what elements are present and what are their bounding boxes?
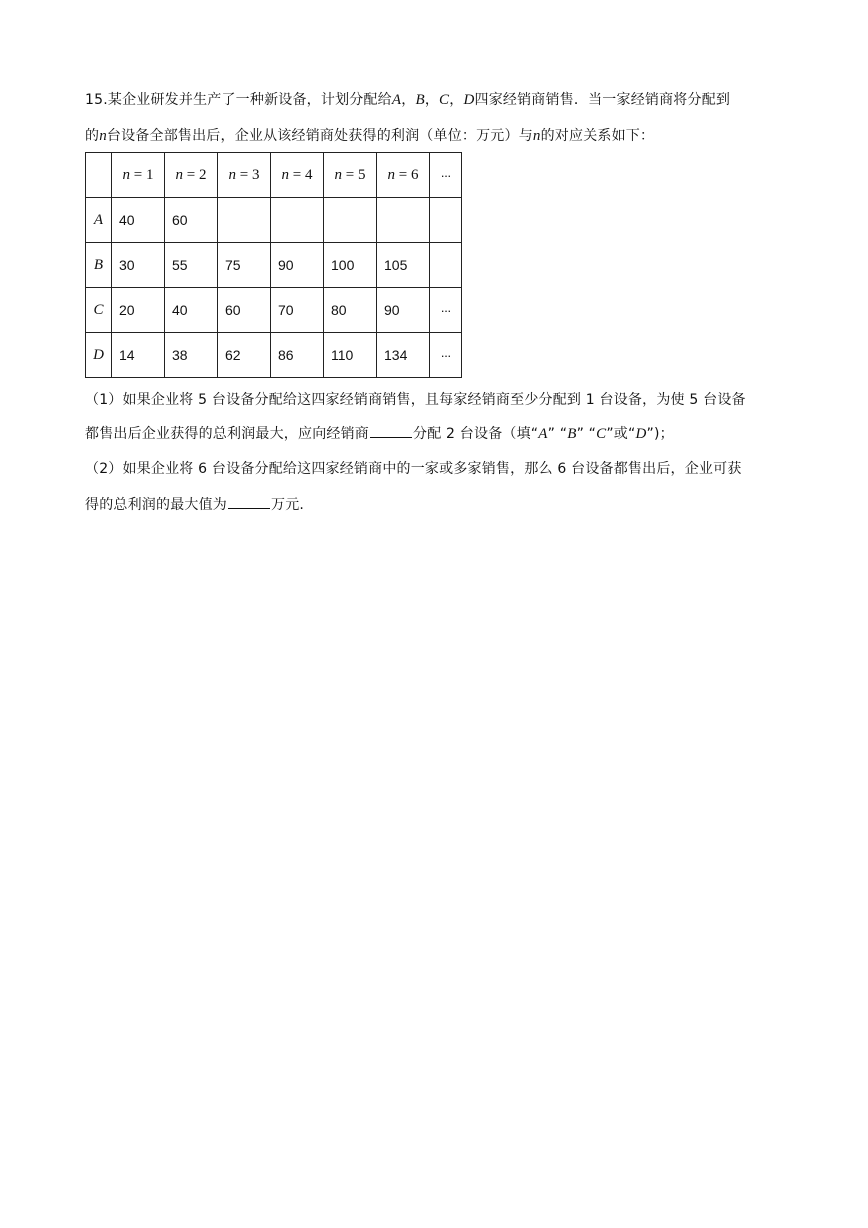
part1-text: 都售出后企业获得的总利润最大，应向经销商 xyxy=(85,426,369,442)
row-label: D xyxy=(86,333,112,378)
question-text: 的 xyxy=(85,128,100,144)
column-header: n = 4 xyxy=(271,153,324,198)
table-cell xyxy=(218,198,271,243)
var-a: A xyxy=(391,92,402,108)
quote-separator: ” “ xyxy=(576,426,597,442)
table-cell xyxy=(377,198,430,243)
question-line-1 xyxy=(85,90,730,110)
table-cell: 38 xyxy=(165,333,218,378)
table-row xyxy=(86,288,462,333)
table-cell: 90 xyxy=(377,288,430,333)
answer-blank-1[interactable] xyxy=(370,423,412,438)
column-header: n = 3 xyxy=(218,153,271,198)
table-cell: 60 xyxy=(165,198,218,243)
table-cell xyxy=(271,198,324,243)
table-cell: 90 xyxy=(271,243,324,288)
option-b: B xyxy=(567,426,577,442)
question-line-2 xyxy=(85,126,654,146)
part2-text: 得的总利润的最大值为 xyxy=(85,497,227,513)
part2-line-2 xyxy=(85,494,304,515)
table-cell: 86 xyxy=(271,333,324,378)
table-cell: 62 xyxy=(218,333,271,378)
part1-text: 分配 2 台设备（填“ xyxy=(413,426,539,442)
part1-line-2 xyxy=(85,423,674,444)
table-cell: 14 xyxy=(112,333,165,378)
answer-blank-2[interactable] xyxy=(228,494,270,509)
table-row xyxy=(86,198,462,243)
table-cell-ellipsis xyxy=(430,243,462,288)
table-cell-ellipsis xyxy=(430,198,462,243)
table-row xyxy=(86,243,462,288)
column-header: n = 6 xyxy=(377,153,430,198)
row-label: C xyxy=(86,288,112,333)
column-header-ellipsis: ··· xyxy=(430,153,462,198)
table-cell: 80 xyxy=(324,288,377,333)
table-header-row xyxy=(86,153,462,198)
part2-text: 万元. xyxy=(271,497,305,513)
separator: ， xyxy=(401,92,416,108)
row-label: B xyxy=(86,243,112,288)
question-text: 的对应关系如下： xyxy=(540,128,655,144)
column-header: n = 5 xyxy=(324,153,377,198)
var-d: D xyxy=(463,92,475,108)
option-c: C xyxy=(596,426,607,442)
table-cell: 100 xyxy=(324,243,377,288)
column-header: n = 2 xyxy=(165,153,218,198)
quote-separator: ” “ xyxy=(547,426,568,442)
option-a: A xyxy=(538,426,548,442)
table-corner-cell xyxy=(86,153,112,198)
table-cell: 30 xyxy=(112,243,165,288)
table-cell: 40 xyxy=(165,288,218,333)
part1-text: ”)； xyxy=(646,426,674,442)
profit-table xyxy=(85,152,462,378)
question-text: 台设备全部售出后，企业从该经销商处获得的利润（单位：万元）与 xyxy=(106,128,533,144)
column-header: n = 1 xyxy=(112,153,165,198)
part1-line-1 xyxy=(85,390,746,410)
table-cell: 75 xyxy=(218,243,271,288)
quote-separator: ”或“ xyxy=(606,426,636,442)
question-text: 四家经销商销售．当一家经销商将分配到 xyxy=(474,92,731,108)
part2-text: （2）如果企业将 6 台设备分配给这四家经销商中的一家或多家销售，那么 6 台设备都售出后，企业可获 xyxy=(85,461,742,477)
separator: ， xyxy=(449,92,464,108)
part1-text: （1）如果企业将 5 台设备分配给这四家经销商销售，且每家经销商至少分配到 1 台设备，为使 5 台设备 xyxy=(85,392,746,408)
table-cell: 40 xyxy=(112,198,165,243)
var-n: n xyxy=(532,128,541,144)
var-n: n xyxy=(99,128,107,144)
table-cell: 20 xyxy=(112,288,165,333)
separator: ， xyxy=(424,92,440,108)
table-cell: 70 xyxy=(271,288,324,333)
table-row xyxy=(86,333,462,378)
table-cell: 134 xyxy=(377,333,430,378)
table-cell-ellipsis: ··· xyxy=(430,288,462,333)
part2-line-1 xyxy=(85,459,742,479)
option-d: D xyxy=(635,426,647,442)
row-label: A xyxy=(86,198,112,243)
table-cell-ellipsis: ··· xyxy=(430,333,462,378)
table-cell: 105 xyxy=(377,243,430,288)
table-cell: 110 xyxy=(324,333,377,378)
question-text: 某企业研发并生产了一种新设备，计划分配给 xyxy=(107,92,392,108)
table-cell: 55 xyxy=(165,243,218,288)
table-cell xyxy=(324,198,377,243)
var-b: B xyxy=(415,92,425,108)
var-c: C xyxy=(439,92,450,108)
question-number: 15. xyxy=(85,92,108,108)
table-cell: 60 xyxy=(218,288,271,333)
